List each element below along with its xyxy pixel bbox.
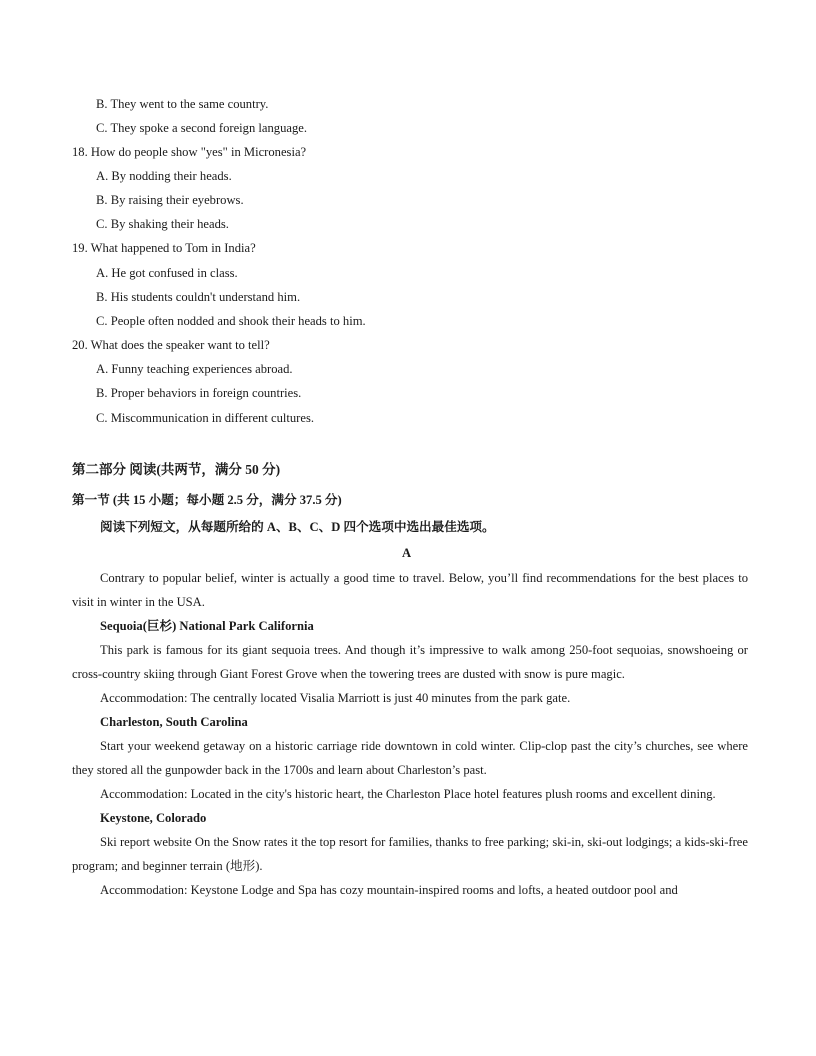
place-heading-sequoia: Sequoia(巨杉) National Park California xyxy=(100,619,314,633)
passage-intro: Contrary to popular belief, winter is actually a good time to travel. Below, you’ll find recommendations for the best places to visit in winter in the USA. xyxy=(72,571,748,609)
place-accommodation-charleston: Accommodation: Located in the city's historic heart, the Charleston Place hotel features plush rooms and excellent dining. xyxy=(100,787,716,801)
section-instruction: 阅读下列短文，从每题所给的 A、B、C、D 四个选项中选出最佳选项。 xyxy=(100,520,495,534)
passage-a xyxy=(72,566,748,902)
passage-label: A xyxy=(402,546,412,560)
q20-stem: 20. What does the speaker want to tell? xyxy=(72,338,270,352)
place-description-charleston: Start your weekend getaway on a historic carriage ride downtown in cold winter. Clip-clop past the city’s churches, see where they stored all the gunpowder back in the 1700s and learn about Charleston’s past. xyxy=(72,739,748,777)
place-accommodation-keystone: Accommodation: Keystone Lodge and Spa has cozy mountain-inspired rooms and lofts, a heated outdoor pool and xyxy=(100,883,678,897)
place-description-keystone: Ski report website On the Snow rates it the top resort for families, thanks to free parking; ski-in, ski-out lodgings; a kids-ski-free program; and beginner terrain (地形). xyxy=(72,835,748,873)
q17-option-c: C. They spoke a second foreign language. xyxy=(96,121,308,135)
place-description-sequoia: This park is famous for its giant sequoia trees. And though it’s impressive to walk among 250-foot sequoias, snowshoeing or cross-country skiing through Giant Forest Grove when the towering trees are dusted with snow is pure magic. xyxy=(72,643,748,681)
q19-option-b: B. His students couldn't understand him. xyxy=(96,290,301,304)
place-heading-keystone: Keystone, Colorado xyxy=(100,811,207,825)
q19-option-c: C. People often nodded and shook their heads to him. xyxy=(96,314,366,328)
q18-option-b: B. By raising their eyebrows. xyxy=(96,193,244,207)
q20-option-c: C. Miscommunication in different cultures. xyxy=(96,411,315,425)
q19-stem: 19. What happened to Tom in India? xyxy=(72,241,256,255)
place-heading-charleston: Charleston, South Carolina xyxy=(100,715,248,729)
q19-option-a: A. He got confused in class. xyxy=(96,266,238,280)
q20-option-a: A. Funny teaching experiences abroad. xyxy=(96,362,293,376)
q18-stem: 18. How do people show "yes" in Micronesia? xyxy=(72,145,307,159)
place-accommodation-sequoia: Accommodation: The centrally located Visalia Marriott is just 40 minutes from the park gate. xyxy=(100,691,571,705)
q18-option-a: A. By nodding their heads. xyxy=(96,169,232,183)
part-title: 第二部分 阅读(共两节，满分 50 分) xyxy=(72,462,281,477)
q20-option-b: B. Proper behaviors in foreign countries. xyxy=(96,386,302,400)
section-title: 第一节 (共 15 小题；每小题 2.5 分，满分 37.5 分) xyxy=(72,493,342,507)
q18-option-c: C. By shaking their heads. xyxy=(96,217,229,231)
q17-option-b: B. They went to the same country. xyxy=(96,97,269,111)
